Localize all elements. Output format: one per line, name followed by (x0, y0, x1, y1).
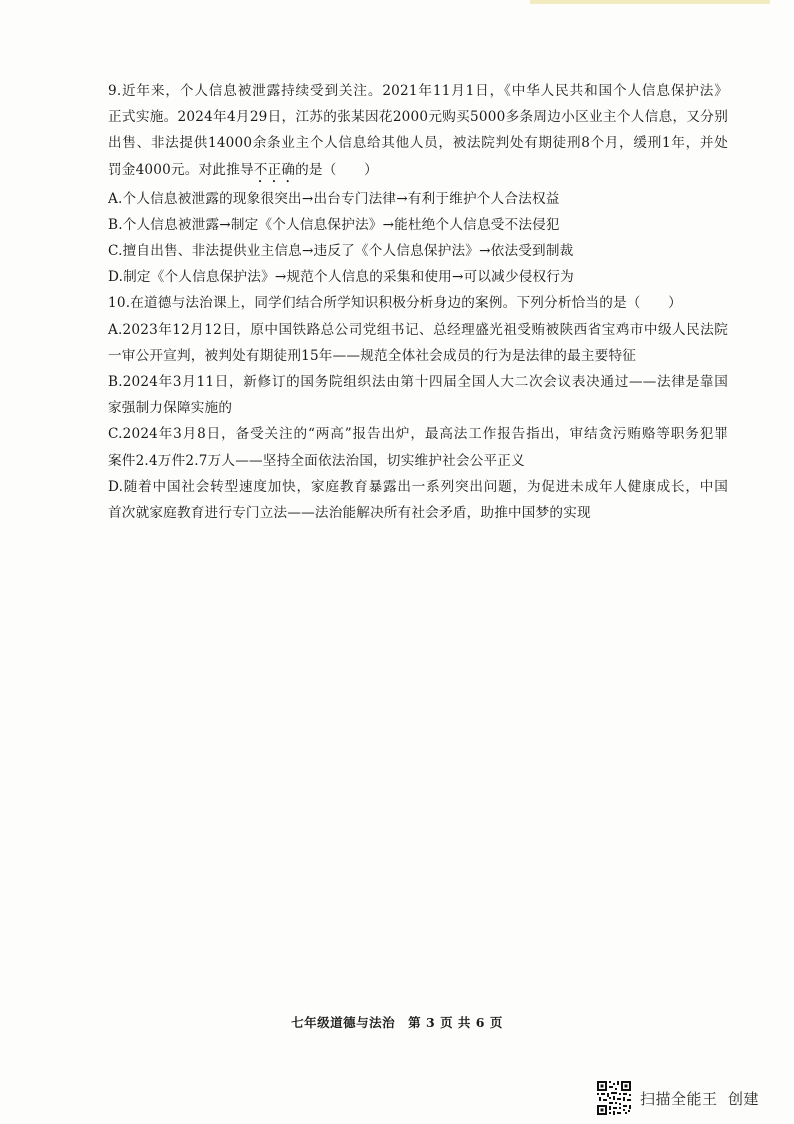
question-9-option-c: C.擅自出售、非法提供业主信息→违反了《个人信息保护法》→依法受到制裁 (108, 243, 574, 260)
page-footer: 七年级道德与法治 第 3 页 共 6 页 (291, 1015, 503, 1030)
question-9-stem-line-1: 9.近年来，个人信息被泄露持续受到关注。2021年11月1日，《中华人民共和国个人信息保护法》 (108, 83, 728, 99)
question-10-option-b-line-1: B.2024年3月11日，新修订的国务院组织法由第十四届全国人大二次会议表决通过——法律是靠国 (108, 374, 728, 391)
question-9-stem-line-3: 出售、非法提供14000余条业主个人信息给其他人员，被法院判处有期徒刑8个月，缓刑1年，并处 (108, 135, 728, 152)
scanner-label: 扫描全能王 创建 (640, 1089, 760, 1108)
question-9-stem-line-4 (108, 157, 728, 186)
scan-edge-strip (530, 0, 770, 4)
question-10-option-d-line-1: D.随着中国社会转型速度加快，家庭教育暴露出一系列突出问题，为促进未成年人健康成长，中国 (108, 478, 728, 495)
question-9-option-d: D.制定《个人信息保护法》→规范个人信息的采集和使用→可以减少侵权行为 (108, 269, 574, 286)
question-10-option-d-line-2: 首次就家庭教育进行专门立法——法治能解决所有社会矛盾，助推中国梦的实现 (108, 505, 591, 522)
question-9 (108, 78, 728, 290)
question-10-option-c-line-1: C.2024年3月8日，备受关注的“两高”报告出炉，最高法工作报告指出，审结贪污贿赂等职务犯罪 (108, 426, 728, 443)
scanner-watermark (596, 1080, 759, 1116)
question-9-emphasis: 不正确 (253, 161, 296, 178)
question-10-option-a-line-1: A.2023年12月12日，原中国铁路总公司党组书记、总经理盛光祖受贿被陕西省宝鸡市中级人民法院 (108, 321, 728, 338)
question-10 (108, 290, 728, 526)
question-10-option-c-line-2: 案件2.4万件2.7万人——坚持全面依法治国，切实维护社会公平正义 (108, 452, 525, 469)
question-9-option-b: B.个人信息被泄露→制定《个人信息保护法》→能杜绝个人信息受不法侵犯 (108, 216, 560, 233)
question-9-option-a: A.个人信息被泄露的现象很突出→出台专门法律→有利于维护个人合法权益 (108, 190, 560, 207)
page-content (108, 78, 728, 526)
question-9-stem-tail: 的是（ ） (295, 161, 378, 178)
question-9-stem-line-2: 正式实施。2024年4月29日，江苏的张某因花2000元购买5000多条周边小区业主个人信息，又分别 (108, 109, 728, 126)
question-10-option-b-line-2: 家强制力保障实施的 (108, 400, 233, 417)
question-9-stem-text: 罚金4000元。对此推导 (108, 161, 254, 178)
question-10-option-a-line-2: 一审公开宣判，被判处有期徒刑15年——规范全体社会成员的行为是法律的最主要特征 (108, 347, 637, 364)
question-10-stem: 10.在道德与法治课上，同学们结合所学知识积极分析身边的案例。下列分析恰当的是（ ） (108, 295, 682, 312)
qr-code-icon (596, 1080, 632, 1116)
